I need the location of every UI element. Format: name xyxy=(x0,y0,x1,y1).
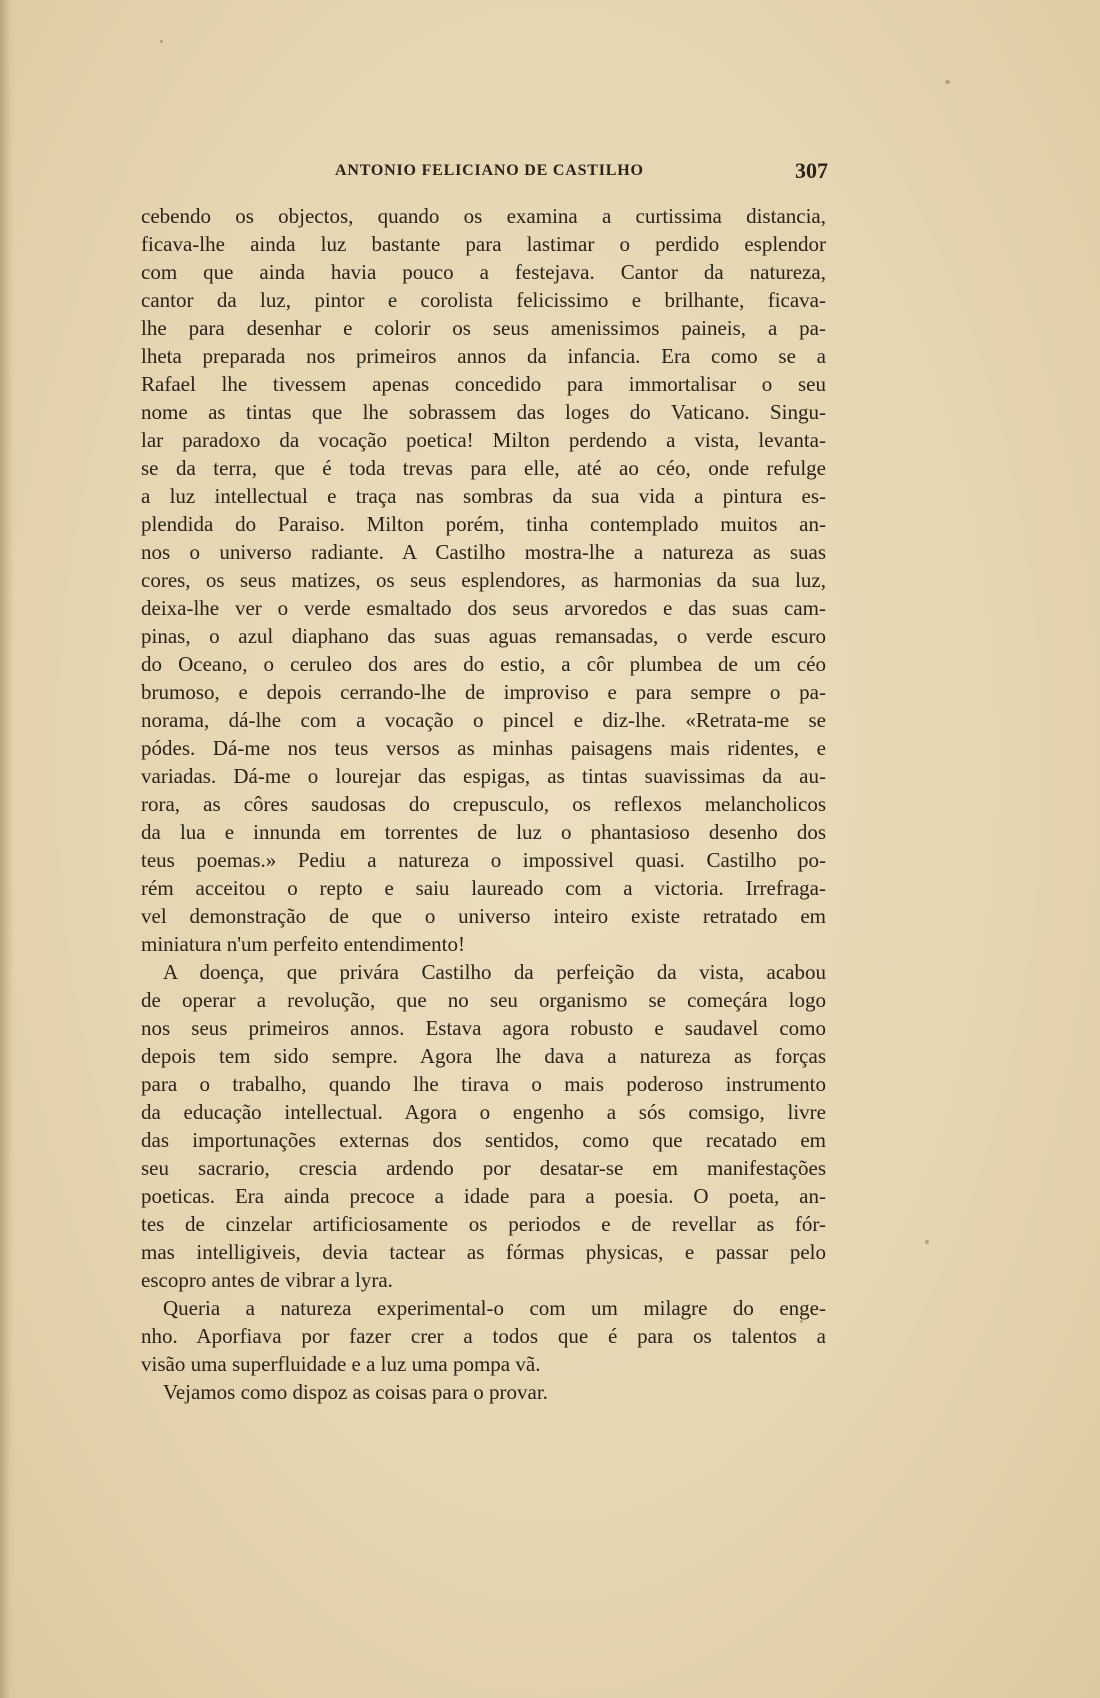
text-line: nos seus primeiros annos. Estava agora robusto e saudavel como xyxy=(141,1016,826,1040)
text-line: para o trabalho, quando lhe tirava o mais poderoso instrumento xyxy=(141,1072,826,1096)
text-line: depois tem sido sempre. Agora lhe dava a natureza as forças xyxy=(141,1044,826,1068)
paper-speck xyxy=(160,40,163,43)
paper-speck xyxy=(800,1320,803,1323)
text-line: lhe para desenhar e colorir os seus amenissimos paineis, a pa- xyxy=(141,316,826,340)
text-line: tes de cinzelar artificiosamente os periodos e de revellar as fór- xyxy=(141,1212,826,1236)
page-edge-shadow xyxy=(0,0,14,1698)
body-text xyxy=(141,202,826,1406)
text-line: seu sacrario, crescia ardendo por desatar-se em manifestações xyxy=(141,1156,826,1180)
text-line: cebendo os objectos, quando os examina a curtissima distancia, xyxy=(141,204,826,228)
text-line: da lua e innunda em torrentes de luz o phantasioso desenho dos xyxy=(141,820,826,844)
page-header xyxy=(140,158,828,188)
text-line: A doença, que privára Castilho da perfeição da vista, acabou xyxy=(163,960,826,984)
text-line: se da terra, que é toda trevas para elle, até ao céo, onde refulge xyxy=(141,456,826,480)
text-line: pinas, o azul diaphano das suas aguas remansadas, o verde escuro xyxy=(141,624,826,648)
text-line: cores, os seus matizes, os seus esplendores, as harmonias da sua luz, xyxy=(141,568,826,592)
text-line: nome as tintas que lhe sobrassem das loges do Vaticano. Singu- xyxy=(141,400,826,424)
text-line: teus poemas.» Pediu a natureza o impossivel quasi. Castilho po- xyxy=(141,848,826,872)
text-line: pódes. Dá-me nos teus versos as minhas paisagens mais ridentes, e xyxy=(141,736,826,760)
paper-speck xyxy=(945,80,950,84)
running-title: ANTONIO FELICIANO DE CASTILHO xyxy=(335,162,644,179)
text-line: poeticas. Era ainda precoce a idade para a poesia. O poeta, an- xyxy=(141,1184,826,1208)
text-line: Rafael lhe tivessem apenas concedido para immortalisar o seu xyxy=(141,372,826,396)
text-line: do Oceano, o ceruleo dos ares do estio, a côr plumbea de um céo xyxy=(141,652,826,676)
text-line: rora, as côres saudosas do crepusculo, os reflexos melancholicos xyxy=(141,792,826,816)
text-line: brumoso, e depois cerrando-lhe de improviso e para sempre o pa- xyxy=(141,680,826,704)
text-line: a luz intellectual e traça nas sombras da sua vida a pintura es- xyxy=(141,484,826,508)
text-line: mas intelligiveis, devia tactear as fórmas physicas, e passar pelo xyxy=(141,1240,826,1264)
text-line: Vejamos como dispoz as coisas para o provar. xyxy=(163,1380,548,1404)
text-line: plendida do Paraiso. Milton porém, tinha contemplado muitos an- xyxy=(141,512,826,536)
text-line: ficava-lhe ainda luz bastante para lastimar o perdido esplendor xyxy=(141,232,826,256)
text-line: miniatura n'um perfeito entendimento! xyxy=(141,932,465,956)
text-line: com que ainda havia pouco a festejava. Cantor da natureza, xyxy=(141,260,826,284)
page-number: 307 xyxy=(795,158,828,183)
text-line: norama, dá-lhe com a vocação o pincel e diz-lhe. «Retrata-me se xyxy=(141,708,826,732)
text-line: lheta preparada nos primeiros annos da infancia. Era como se a xyxy=(141,344,826,368)
text-line: de operar a revolução, que no seu organismo se começára logo xyxy=(141,988,826,1012)
text-line: variadas. Dá-me o lourejar das espigas, as tintas suavissimas da au- xyxy=(141,764,826,788)
text-line: Queria a natureza experimental-o com um milagre do enge- xyxy=(163,1296,826,1320)
text-line: das importunações externas dos sentidos, como que recatado em xyxy=(141,1128,826,1152)
text-line: visão uma superfluidade e a luz uma pompa vã. xyxy=(141,1352,541,1376)
text-line: cantor da luz, pintor e corolista felicissimo e brilhante, ficava- xyxy=(141,288,826,312)
text-line: nos o universo radiante. A Castilho mostra-lhe a natureza as suas xyxy=(141,540,826,564)
text-line: vel demonstração de que o universo inteiro existe retratado em xyxy=(141,904,826,928)
text-line: nho. Aporfiava por fazer crer a todos que é para os talentos a xyxy=(141,1324,826,1348)
text-line: lar paradoxo da vocação poetica! Milton perdendo a vista, levanta- xyxy=(141,428,826,452)
text-line: da educação intellectual. Agora o engenho a sós comsigo, livre xyxy=(141,1100,826,1124)
paper-speck xyxy=(925,1240,929,1244)
text-line: rém acceitou o repto e saiu laureado com a victoria. Irrefraga- xyxy=(141,876,826,900)
text-line: deixa-lhe ver o verde esmaltado dos seus arvoredos e das suas cam- xyxy=(141,596,826,620)
text-line: escopro antes de vibrar a lyra. xyxy=(141,1268,393,1292)
